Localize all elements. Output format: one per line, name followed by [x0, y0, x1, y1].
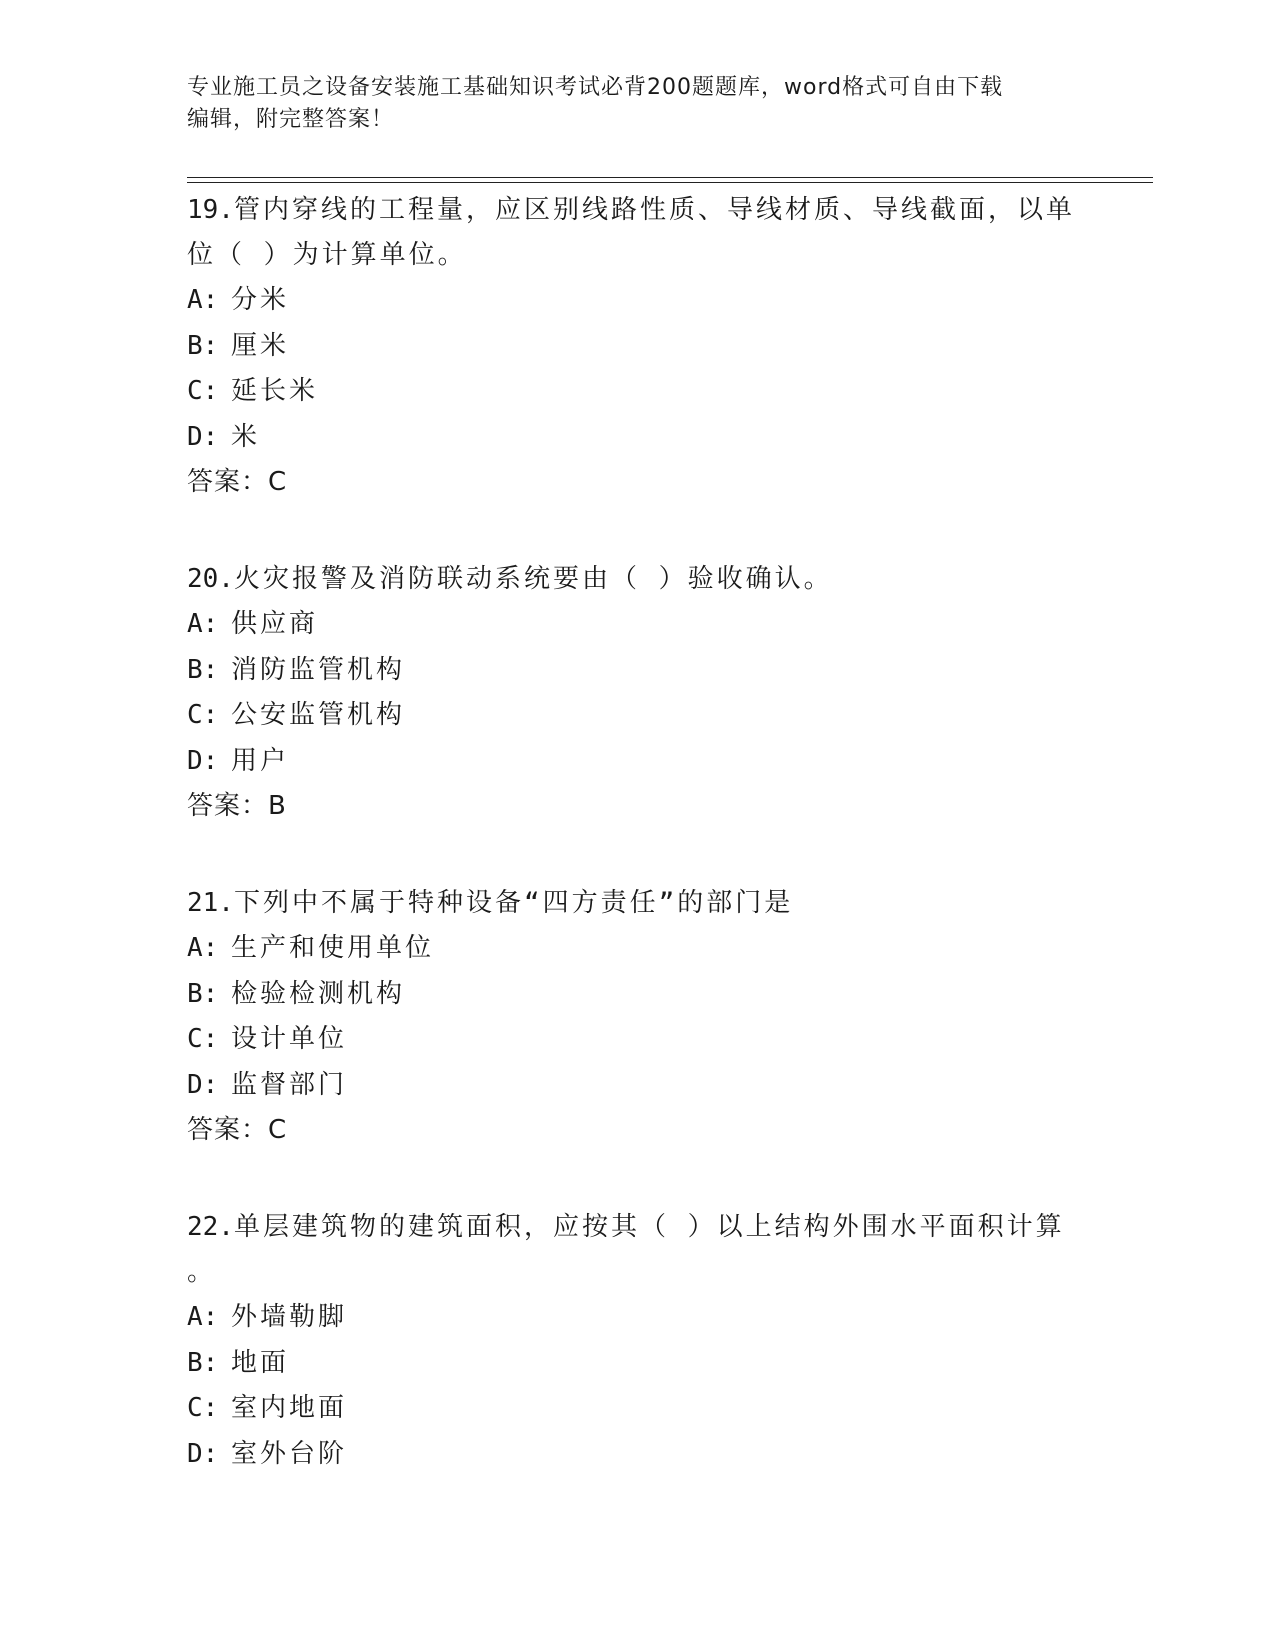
option-key: B:: [187, 1347, 219, 1378]
option-key: B:: [187, 978, 219, 1009]
option-key: C:: [187, 1024, 219, 1054]
question-22: [187, 1205, 1087, 1477]
option-text: 生产和使用单位: [231, 933, 435, 963]
header-divider-bottom: [187, 182, 1153, 183]
option-key: A:: [187, 1302, 219, 1332]
question-text: [187, 188, 1087, 278]
option-key: D:: [187, 745, 219, 776]
option-text: 检验检测机构: [231, 978, 406, 1009]
option-c: [187, 369, 1087, 415]
question-spacer: [187, 829, 1087, 881]
question-list: [187, 188, 1087, 1477]
question-19: [187, 188, 1087, 505]
option-c: [187, 693, 1087, 739]
option-key: C:: [187, 1393, 219, 1423]
option-d: [187, 739, 1087, 785]
option-text: 供应商: [231, 609, 319, 639]
header-line-2: 编辑，附完整答案！: [187, 107, 395, 132]
question-text-line-2: 。: [187, 1257, 217, 1287]
option-key: D:: [187, 1438, 219, 1469]
option-d: [187, 1432, 1087, 1478]
document-header: [187, 72, 1087, 136]
option-key: B:: [187, 654, 219, 685]
option-text: 消防监管机构: [231, 654, 406, 685]
option-key: C:: [187, 700, 219, 730]
question-spacer: [187, 505, 1087, 557]
question-spacer: [187, 1153, 1087, 1205]
option-b: [187, 648, 1087, 694]
option-text: 室内地面: [231, 1393, 348, 1423]
question-text: [187, 1205, 1087, 1295]
header-line-1: 专业施工员之设备安装施工基础知识考试必背200题题库，word格式可自由下载: [187, 75, 1004, 100]
question-21: [187, 881, 1087, 1153]
option-b: [187, 1341, 1087, 1387]
answer: 答案：C: [187, 1115, 288, 1145]
option-text: 米: [231, 421, 261, 452]
question-20: [187, 557, 1087, 829]
option-key: A:: [187, 285, 219, 315]
option-key: A:: [187, 933, 219, 963]
option-text: 监督部门: [231, 1069, 348, 1100]
question-number: 19.: [187, 195, 234, 225]
option-text: 地面: [231, 1347, 290, 1378]
option-a: [187, 1295, 1087, 1341]
question-number: 20.: [187, 564, 234, 594]
option-d: [187, 415, 1087, 461]
header-divider-top: [187, 177, 1153, 178]
option-text: 用户: [231, 745, 290, 776]
question-text: [187, 557, 1087, 602]
question-text-line-1: 火灾报警及消防联动系统要由（ ）验收确认。: [233, 564, 833, 594]
option-text: 分米: [231, 285, 290, 315]
option-key: A:: [187, 609, 219, 639]
option-b: [187, 972, 1087, 1018]
option-text: 室外台阶: [231, 1438, 348, 1469]
option-b: [187, 324, 1087, 370]
question-text-line-1: 下列中不属于特种设备“四方责任”的部门是: [233, 888, 794, 918]
option-a: [187, 926, 1087, 972]
option-key: B:: [187, 330, 219, 361]
question-text-line-1: 管内穿线的工程量，应区别线路性质、导线材质、导线截面，以单: [233, 195, 1075, 225]
option-a: [187, 602, 1087, 648]
question-text-line-2: 位（ ）为计算单位。: [187, 240, 467, 270]
option-d: [187, 1063, 1087, 1109]
answer: 答案：B: [187, 791, 287, 821]
question-text-line-1: 单层建筑物的建筑面积，应按其（ ）以上结构外围水平面积计算: [233, 1212, 1065, 1242]
option-c: [187, 1386, 1087, 1432]
question-text: [187, 881, 1087, 926]
question-number: 22.: [187, 1212, 234, 1242]
option-key: C:: [187, 376, 219, 406]
option-text: 延长米: [231, 376, 319, 406]
option-key: D:: [187, 421, 219, 452]
option-text: 厘米: [231, 330, 290, 361]
option-text: 公安监管机构: [231, 700, 406, 730]
option-key: D:: [187, 1069, 219, 1100]
option-text: 设计单位: [231, 1024, 348, 1054]
question-number: 21.: [187, 888, 234, 918]
option-c: [187, 1017, 1087, 1063]
option-text: 外墙勒脚: [231, 1302, 348, 1332]
option-a: [187, 278, 1087, 324]
answer: 答案：C: [187, 467, 288, 497]
